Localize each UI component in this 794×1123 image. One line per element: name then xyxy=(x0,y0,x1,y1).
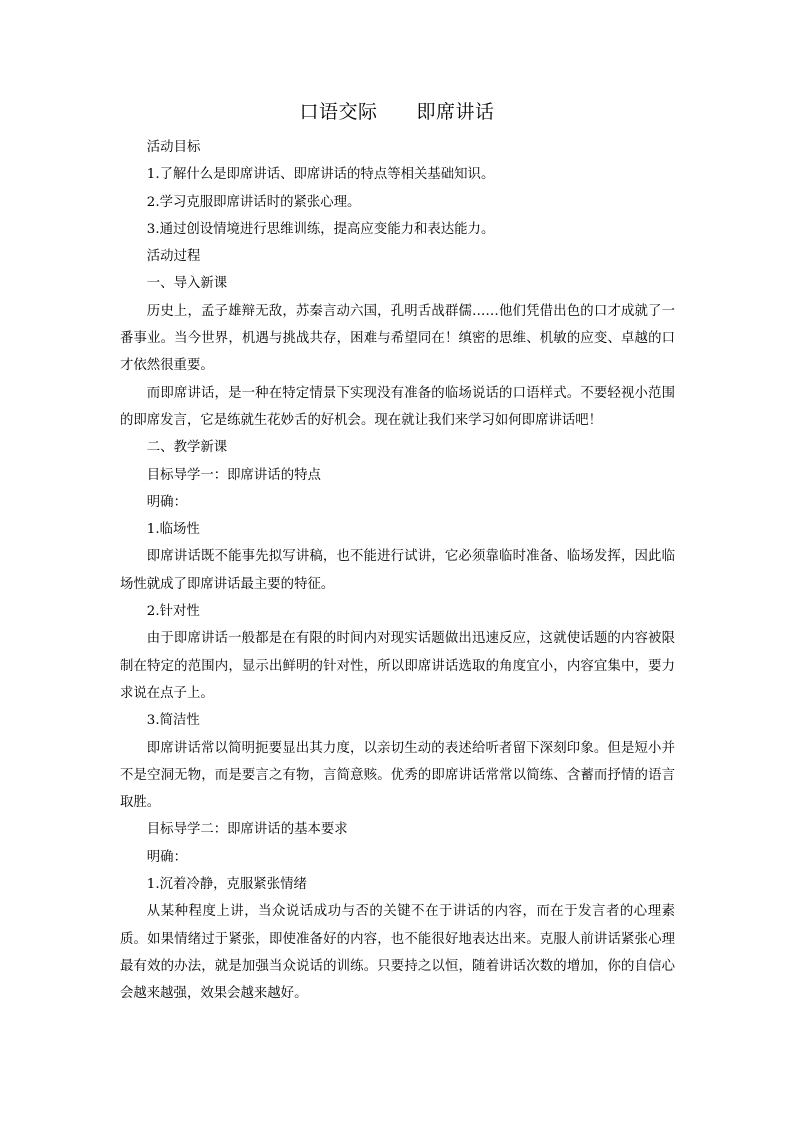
paragraph-concise: 即席讲话常以简明扼要显出其力度，以亲切生动的表述给听者留下深刻印象。但是短小并不是空洞无物，而是要言之有物，言简意赅。优秀的即席讲话常常以简练、含蓄而抒情的语言取胜。 xyxy=(120,740,675,811)
document-title: 口语交际 即席讲话 xyxy=(299,101,495,123)
point-heading-targeted: 2.针对性 xyxy=(146,604,200,620)
label-clarify-2: 明确： xyxy=(146,849,187,865)
label-clarify-1: 明确： xyxy=(146,494,187,510)
document-body xyxy=(120,134,675,1008)
section-heading-intro: 一、导入新课 xyxy=(146,276,228,292)
paragraph-calm: 从某种程度上讲，当众说话成功与否的关键不在于讲话的内容，而在于发言者的心理素质。如果情绪过于紧张，即使准备好的内容，也不能很好地表达出来。克服人前讲话紧张心理最有效的办法，就是加强当众说话的训练。只要持之以恒，随着讲话次数的增加，你的自信心会越来越强，效果会越来越好。 xyxy=(120,904,675,1002)
paragraph-intro-history: 历史上，孟子雄辩无敌，苏秦言动六国，孔明舌战群儒……他们凭借出色的口才成就了一番事业。当今世界，机遇与挑战共存，困难与希望同在！缜密的思维、机敏的应变、卓越的口才依然很重要。 xyxy=(120,303,675,374)
paragraph-impromptu: 即席讲话既不能事先拟写讲稿，也不能进行试讲，它必须靠临时准备、临场发挥，因此临场性就成了即席讲话最主要的特征。 xyxy=(120,549,675,592)
paragraph-goal-1: 1.了解什么是即席讲话、即席讲话的特点等相关基础知识。 xyxy=(146,167,495,183)
point-heading-calm: 1.沉着冷静，克服紧张情绪 xyxy=(146,877,307,893)
paragraph-activity-goals-heading: 活动目标 xyxy=(146,140,201,155)
point-heading-impromptu: 1.临场性 xyxy=(146,522,200,538)
paragraph-intro-definition: 而即席讲话，是一种在特定情景下实现没有准备的临场说话的口语样式。不要轻视小范围的即席发言，它是练就生花妙舌的好机会。现在就让我们来学习如何即席讲话吧！ xyxy=(120,385,675,428)
subheading-guide-2: 目标导学二：即席讲话的基本要求 xyxy=(146,822,348,838)
paragraph-targeted: 由于即席讲话一般都是在有限的时间内对现实话题做出迅速反应，这就使话题的内容被限制在特定的范围内，显示出鲜明的针对性，所以即席讲话选取的角度宜小，内容宜集中，要力求说在点子上。 xyxy=(120,631,675,701)
paragraph-activity-process-heading: 活动过程 xyxy=(146,249,201,265)
paragraph-goal-2: 2.学习克服即席讲话时的紧张心理。 xyxy=(146,194,361,210)
subheading-guide-1: 目标导学一：即席讲话的特点 xyxy=(146,467,321,483)
section-heading-new-lesson: 二、教学新课 xyxy=(146,440,228,456)
point-heading-concise: 3.简洁性 xyxy=(146,713,200,729)
paragraph-goal-3: 3.通过创设情境进行思维训练，提高应变能力和表达能力。 xyxy=(146,221,495,237)
